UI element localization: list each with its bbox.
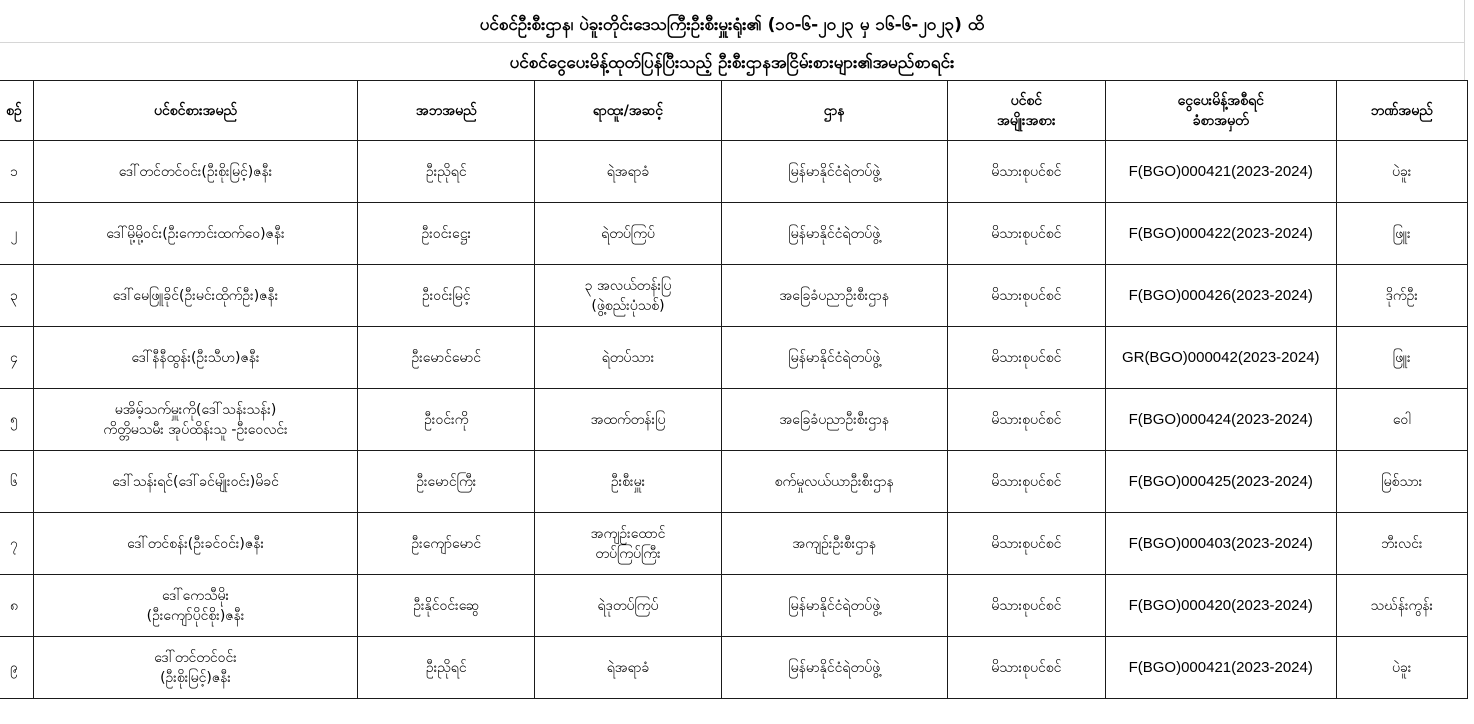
sheet-title-line2: ပင်စင်ငွေပေးမိန့်ထုတ်ပြန်ပြီးသည့် ဦးစီးဌာနအငြိမ်းစားများ၏အမည်စာရင်း bbox=[509, 53, 955, 73]
cell-order-number[interactable]: F(BGO)000425(2023-2024) bbox=[1105, 451, 1336, 513]
table-row bbox=[0, 513, 1468, 575]
cell-pension-type[interactable]: မိသားစုပင်စင် bbox=[947, 513, 1105, 575]
cell-order-number[interactable]: GR(BGO)000042(2023-2024) bbox=[1105, 327, 1336, 389]
cell-pension-type[interactable]: မိသားစုပင်စင် bbox=[947, 637, 1105, 699]
cell-no[interactable]: ၁ bbox=[0, 141, 33, 203]
cell-father-name[interactable]: ဦးဝင်းကို bbox=[358, 389, 535, 451]
cell-department[interactable]: အခြေခံပညာဦးစီးဌာန bbox=[721, 265, 947, 327]
pension-list-table bbox=[0, 80, 1468, 699]
cell-order-number[interactable]: F(BGO)000403(2023-2024) bbox=[1105, 513, 1336, 575]
col-header-pensioner-name[interactable]: ပင်စင်စားအမည် bbox=[33, 81, 357, 141]
cell-bank[interactable]: ဖြူး bbox=[1336, 203, 1467, 265]
cell-order-number[interactable]: F(BGO)000421(2023-2024) bbox=[1105, 637, 1336, 699]
cell-pensioner-name[interactable]: ဒေါ်မေဖြူခိုင်(ဦးမင်းထိုက်ဦး)ဇနီး bbox=[33, 265, 357, 327]
cell-father-name[interactable]: ဦးညိုရင် bbox=[358, 637, 535, 699]
table-row bbox=[0, 141, 1468, 203]
cell-department[interactable]: စက်မှုလယ်ယာဦးစီးဌာန bbox=[721, 451, 947, 513]
col-header-no[interactable]: စဉ် bbox=[0, 81, 33, 141]
col-header-rank[interactable]: ရာထူး/အဆင့် bbox=[535, 81, 721, 141]
cell-order-number[interactable]: F(BGO)000421(2023-2024) bbox=[1105, 141, 1336, 203]
cell-department[interactable]: မြန်မာနိုင်ငံရဲတပ်ဖွဲ့ bbox=[721, 575, 947, 637]
cell-order-number[interactable]: F(BGO)000422(2023-2024) bbox=[1105, 203, 1336, 265]
cell-father-name[interactable]: ဦးဝင်းဋ္ဌေး bbox=[358, 203, 535, 265]
cell-pensioner-name[interactable]: ဒေါ်တင်စန်း(ဦးခင်ဝင်း)ဇနီး bbox=[33, 513, 357, 575]
cell-rank[interactable]: အထက်တန်းပြ bbox=[535, 389, 721, 451]
sheet-title-line1: ပင်စင်ဦးစီးဌာန၊ ပဲခူးတိုင်းဒေသကြီးဦးစီးမှူးရုံး၏ (၁၀-၆-၂၀၂၃ မှ ၁၆-၆-၂၀၂၃) ထိ bbox=[0, 8, 1464, 43]
cell-pension-type[interactable]: မိသားစုပင်စင် bbox=[947, 451, 1105, 513]
cell-no[interactable]: ၈ bbox=[0, 575, 33, 637]
cell-bank[interactable]: သဃ်န်းကွန်း bbox=[1336, 575, 1467, 637]
cell-pensioner-name[interactable]: ဒေါ်သန်းရင်(ဒေါ်ခင်မျိုးဝင်း)မိခင် bbox=[33, 451, 357, 513]
cell-pension-type[interactable]: မိသားစုပင်စင် bbox=[947, 575, 1105, 637]
header-row bbox=[0, 81, 1468, 141]
cell-no[interactable]: ၅ bbox=[0, 389, 33, 451]
col-header-department[interactable]: ဌာန bbox=[721, 81, 947, 141]
cell-department[interactable]: အကျဉ်းဦးစီးဌာန bbox=[721, 513, 947, 575]
cell-no[interactable]: ၂ bbox=[0, 203, 33, 265]
cell-rank[interactable]: ရဲဒုတပ်ကြပ် bbox=[535, 575, 721, 637]
col-header-pension-type[interactable]: ပင်စင် အမျိုးအစား bbox=[947, 81, 1105, 141]
cell-pension-type[interactable]: မိသားစုပင်စင် bbox=[947, 327, 1105, 389]
table-row bbox=[0, 265, 1468, 327]
cell-bank[interactable]: ပဲခူး bbox=[1336, 141, 1467, 203]
cell-order-number[interactable]: F(BGO)000420(2023-2024) bbox=[1105, 575, 1336, 637]
cell-father-name[interactable]: ဦးကျော်မောင် bbox=[358, 513, 535, 575]
cell-no[interactable]: ၃ bbox=[0, 265, 33, 327]
cell-department[interactable]: မြန်မာနိုင်ငံရဲတပ်ဖွဲ့ bbox=[721, 141, 947, 203]
table-row bbox=[0, 637, 1468, 699]
cell-bank[interactable]: ဘီးလင်း bbox=[1336, 513, 1467, 575]
table-row bbox=[0, 451, 1468, 513]
cell-pensioner-name[interactable]: ဒေါ်တင်တင်ဝင်း (ဦးစိုးမြင့်)ဇနီး bbox=[33, 637, 357, 699]
cell-pensioner-name[interactable]: ဒေါ်နီနီထွန်း(ဦးသီဟ)ဇနီး bbox=[33, 327, 357, 389]
cell-pension-type[interactable]: မိသားစုပင်စင် bbox=[947, 141, 1105, 203]
table-row bbox=[0, 203, 1468, 265]
cell-father-name[interactable]: ဦးဝင်းမြင့် bbox=[358, 265, 535, 327]
cell-pension-type[interactable]: မိသားစုပင်စင် bbox=[947, 203, 1105, 265]
cell-no[interactable]: ၆ bbox=[0, 451, 33, 513]
cell-department[interactable]: မြန်မာနိုင်ငံရဲတပ်ဖွဲ့ bbox=[721, 327, 947, 389]
cell-order-number[interactable]: F(BGO)000424(2023-2024) bbox=[1105, 389, 1336, 451]
cell-pensioner-name[interactable]: မအိမ့်သက်မှူးကို(ဒေါ်သန်းသန်း) ကိတ္တိမသမီး အုပ်ထိန်းသူ -ဦးဝေလင်း bbox=[33, 389, 357, 451]
cell-pension-type[interactable]: မိသားစုပင်စင် bbox=[947, 389, 1105, 451]
cell-father-name[interactable]: ဦးမောင်မောင် bbox=[358, 327, 535, 389]
grid-line bbox=[1464, 0, 1465, 80]
cell-bank[interactable]: မြစ်သား bbox=[1336, 451, 1467, 513]
cell-father-name[interactable]: ဦးနိုင်ဝင်းဆွေ bbox=[358, 575, 535, 637]
cell-no[interactable]: ၄ bbox=[0, 327, 33, 389]
table-row bbox=[0, 389, 1468, 451]
cell-no[interactable]: ၉ bbox=[0, 637, 33, 699]
cell-rank[interactable]: ၃ အလယ်တန်းပြ (ဖွဲ့စည်းပုံသစ်) bbox=[535, 265, 721, 327]
col-header-father-name[interactable]: အဘအမည် bbox=[358, 81, 535, 141]
table-row bbox=[0, 575, 1468, 637]
cell-pensioner-name[interactable]: ဒေါ်မို့မို့ဝင်း(ဦးကောင်းထက်ဝေ)ဇနီး bbox=[33, 203, 357, 265]
cell-rank[interactable]: ရဲတပ်ကြပ် bbox=[535, 203, 721, 265]
cell-department[interactable]: မြန်မာနိုင်ငံရဲတပ်ဖွဲ့ bbox=[721, 637, 947, 699]
cell-bank[interactable]: ဖြူး bbox=[1336, 327, 1467, 389]
col-header-bank[interactable]: ဘဏ်အမည် bbox=[1336, 81, 1467, 141]
cell-bank[interactable]: ဝေါ bbox=[1336, 389, 1467, 451]
cell-rank[interactable]: ရဲတပ်သား bbox=[535, 327, 721, 389]
cell-bank[interactable]: ပဲခူး bbox=[1336, 637, 1467, 699]
cell-father-name[interactable]: ဦးမောင်ကြီး bbox=[358, 451, 535, 513]
cell-rank[interactable]: ဦးစီးမှူး bbox=[535, 451, 721, 513]
cell-bank[interactable]: ဒိုက်ဦး bbox=[1336, 265, 1467, 327]
col-header-order-number[interactable]: ငွေပေးမိန့်အစီရင် ခံစာအမှတ် bbox=[1105, 81, 1336, 141]
cell-rank[interactable]: ရဲအရာခံ bbox=[535, 637, 721, 699]
cell-pensioner-name[interactable]: ဒေါ်တင်တင်ဝင်း(ဦးစိုးမြင့်)ဇနီး bbox=[33, 141, 357, 203]
cell-father-name[interactable]: ဦးညိုရင် bbox=[358, 141, 535, 203]
cell-department[interactable]: မြန်မာနိုင်ငံရဲတပ်ဖွဲ့ bbox=[721, 203, 947, 265]
cell-department[interactable]: အခြေခံပညာဦးစီးဌာန bbox=[721, 389, 947, 451]
cell-order-number[interactable]: F(BGO)000426(2023-2024) bbox=[1105, 265, 1336, 327]
cell-pensioner-name[interactable]: ဒေါ်ကေသီမိုး (ဦးကျော်ပိုင်စိုး)ဇနီး bbox=[33, 575, 357, 637]
cell-rank[interactable]: အကျဉ်းထောင် တပ်ကြပ်ကြီး bbox=[535, 513, 721, 575]
cell-rank[interactable]: ရဲအရာခံ bbox=[535, 141, 721, 203]
table-row bbox=[0, 327, 1468, 389]
cell-no[interactable]: ၇ bbox=[0, 513, 33, 575]
cell-pension-type[interactable]: မိသားစုပင်စင် bbox=[947, 265, 1105, 327]
